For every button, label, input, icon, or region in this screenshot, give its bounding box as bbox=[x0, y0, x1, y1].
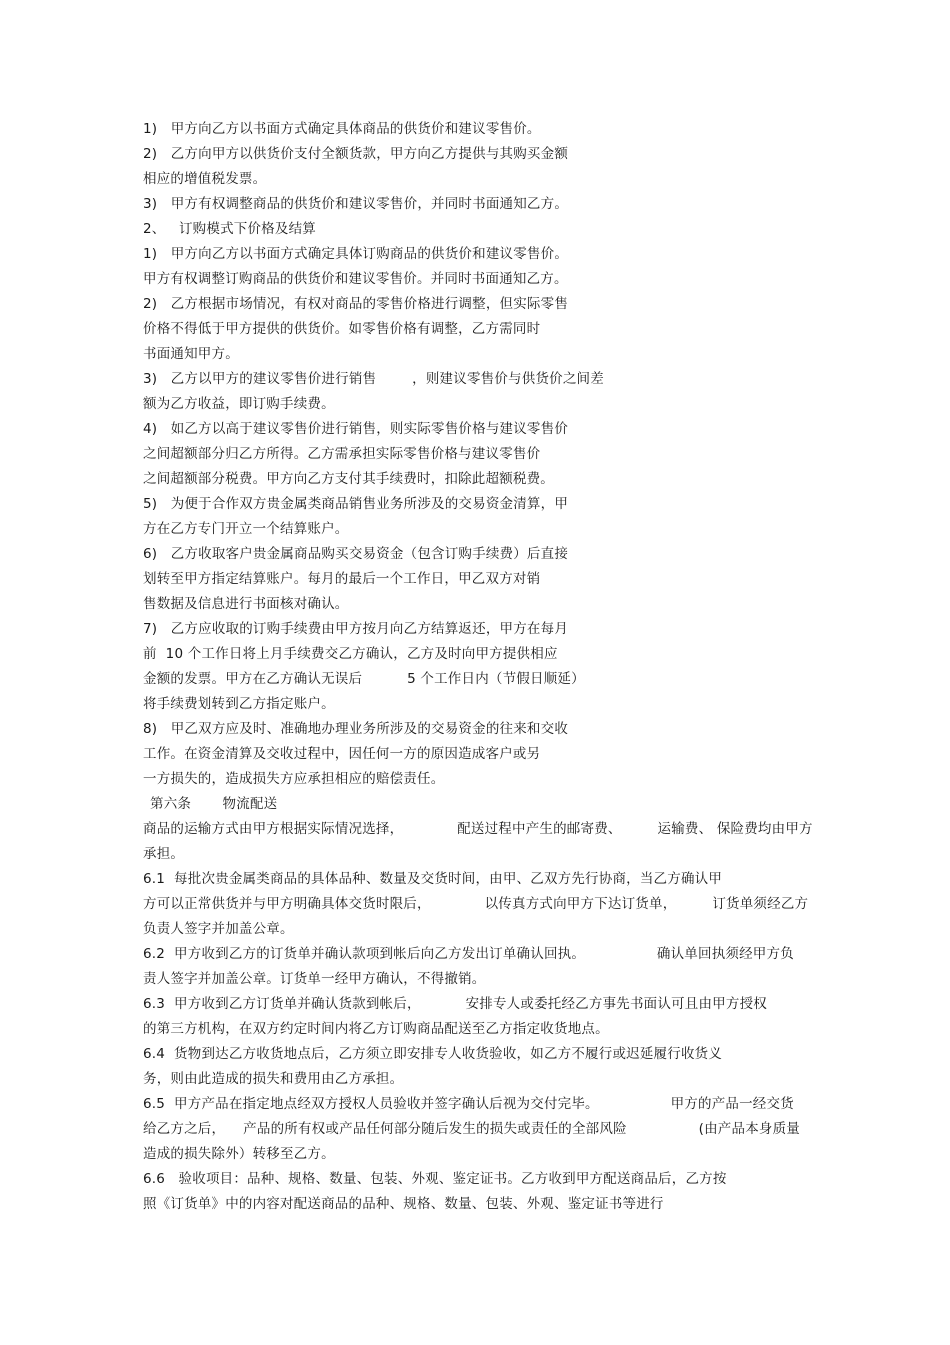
text-line: 4) 如乙方以高于建议零售价进行销售，则实际零售价格与建议零售价 bbox=[143, 421, 569, 437]
text-line: 2) 乙方根据市场情况，有权对商品的零售价格进行调整，但实际零售 bbox=[143, 296, 569, 312]
text-line: 甲方有权调整订购商品的供货价和建议零售价。并同时书面通知乙方。 bbox=[143, 271, 568, 287]
text-line: 3) 甲方有权调整商品的供货价和建议零售价，并同时书面通知乙方。 bbox=[143, 196, 569, 212]
text-line: 照《订货单》中的内容对配送商品的品种、规格、数量、包装、外观、鉴定证书等进行 bbox=[143, 1196, 664, 1212]
text-line: 售数据及信息进行书面核对确认。 bbox=[143, 596, 349, 612]
text-line: 划转至甲方指定结算账户。每月的最后一个工作日，甲乙双方对销 bbox=[143, 571, 541, 587]
text-line: 6.3 甲方收到乙方订货单并确认货款到帐后， 安排专人或委托经乙方事先书面认可且由甲方授权 bbox=[143, 996, 767, 1012]
text-line: 造成的损失除外）转移至乙方。 bbox=[143, 1146, 335, 1162]
text-line: 7) 乙方应收取的订购手续费由甲方按月向乙方结算返还，甲方在每月 bbox=[143, 621, 569, 637]
text-line: 工作。在资金清算及交收过程中，因任何一方的原因造成客户或另 bbox=[143, 746, 541, 762]
text-line: 责人签字并加盖公章。订货单一经甲方确认，不得撤销。 bbox=[143, 971, 486, 987]
text-line: 金额的发票。甲方在乙方确认无误后 5 个工作日内（节假日顺延） bbox=[143, 671, 585, 687]
text-line: 商品的运输方式由甲方根据实际情况选择， 配送过程中产生的邮寄费、 运输费、 保险费均由甲方 bbox=[143, 821, 813, 837]
text-line: 的第三方机构，在双方约定时间内将乙方订购商品配送至乙方指定收货地点。 bbox=[143, 1021, 609, 1037]
text-line: 之间超额部分归乙方所得。乙方需承担实际零售价格与建议零售价 bbox=[143, 446, 541, 462]
text-line: 1) 甲方向乙方以书面方式确定具体商品的供货价和建议零售价。 bbox=[143, 121, 541, 137]
text-line: 将手续费划转到乙方指定账户。 bbox=[143, 696, 335, 712]
text-line: 承担。 bbox=[143, 846, 185, 862]
text-line: 方在乙方专门开立一个结算账户。 bbox=[143, 521, 349, 537]
text-line: 书面通知甲方。 bbox=[143, 346, 239, 362]
text-line: 一方损失的，造成损失方应承担相应的赔偿责任。 bbox=[143, 771, 445, 787]
text-line: 负责人签字并加盖公章。 bbox=[143, 921, 294, 937]
text-line: 给乙方之后， 产品的所有权或产品任何部分随后发生的损失或责任的全部风险 (由产品本身质量 bbox=[143, 1121, 800, 1137]
text-line: 6.4 货物到达乙方收货地点后，乙方须立即安排专人收货验收，如乙方不履行或迟延履行收货义 bbox=[143, 1046, 723, 1062]
text-line: 6) 乙方收取客户贵金属商品购买交易资金（包含订购手续费）后直接 bbox=[143, 546, 569, 562]
text-line: 3) 乙方以甲方的建议零售价进行销售 ，则建议零售价与供货价之间差 bbox=[143, 371, 604, 387]
text-line: 相应的增值税发票。 bbox=[143, 171, 267, 187]
text-line: 务，则由此造成的损失和费用由乙方承担。 bbox=[143, 1071, 404, 1087]
text-line: 8) 甲乙双方应及时、准确地办理业务所涉及的交易资金的往来和交收 bbox=[143, 721, 569, 737]
text-line: 方可以正常供货并与甲方明确具体交货时限后， 以传真方式向甲方下达订货单， 订货单须经乙方 bbox=[143, 896, 809, 912]
text-line: 6.5 甲方产品在指定地点经双方授权人员验收并签字确认后视为交付完毕。 甲方的产品一经交货 bbox=[143, 1096, 794, 1112]
article-heading: 第六条 物流配送 bbox=[150, 796, 278, 812]
text-line: 额为乙方收益，即订购手续费。 bbox=[143, 396, 335, 412]
text-line: 5) 为便于合作双方贵金属类商品销售业务所涉及的交易资金清算，甲 bbox=[143, 496, 569, 512]
text-line: 价格不得低于甲方提供的供货价。如零售价格有调整，乙方需同时 bbox=[143, 321, 541, 337]
text-line: 之间超额部分税费。甲方向乙方支付其手续费时，扣除此超额税费。 bbox=[143, 471, 554, 487]
text-line: 6.1 每批次贵金属类商品的具体品种、数量及交货时间，由甲、乙双方先行协商，当乙方确认甲 bbox=[143, 871, 723, 887]
text-line: 2) 乙方向甲方以供货价支付全额货款，甲方向乙方提供与其购买金额 bbox=[143, 146, 569, 162]
section-heading: 2、 订购模式下价格及结算 bbox=[143, 221, 316, 237]
text-line: 6.2 甲方收到乙方的订货单并确认款项到帐后向乙方发出订单确认回执。 确认单回执须经甲方负 bbox=[143, 946, 794, 962]
text-line: 6.6 验收项目：品种、规格、数量、包装、外观、鉴定证书。乙方收到甲方配送商品后，乙方按 bbox=[143, 1171, 727, 1187]
text-line: 1) 甲方向乙方以书面方式确定具体订购商品的供货价和建议零售价。 bbox=[143, 246, 569, 262]
text-line: 前 10 个工作日将上月手续费交乙方确认，乙方及时向甲方提供相应 bbox=[143, 646, 558, 662]
